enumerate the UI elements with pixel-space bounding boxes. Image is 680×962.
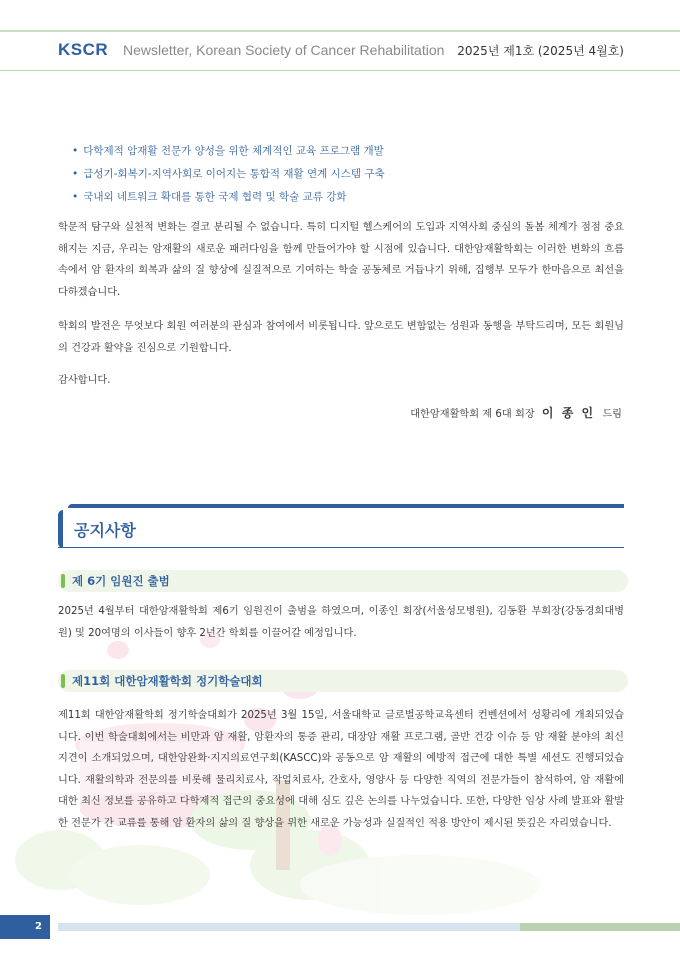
bullet-icon: • xyxy=(72,191,79,203)
goal-list xyxy=(72,142,385,211)
signature-name: 이 종 인 xyxy=(541,406,596,420)
section-bottom-rule xyxy=(58,547,624,548)
top-rule xyxy=(0,30,680,32)
notice-heading xyxy=(58,570,628,592)
signature-prefix: 대한암재활학회 제 6대 회장 xyxy=(410,409,535,420)
notice-section-header xyxy=(58,504,624,548)
notice-body: 2025년 4월부터 대한암재활학회 제6기 임원진이 출범을 하였으며, 이종인 회장(서울성모병원), 김동환 부회장(강동경희대병원) 및 20여명의 이사들이 향후 2년간 학회를 이끌어갈 예정입니다. xyxy=(58,606,624,639)
notice-heading-text: 제11회 대한암재활학회 정기학술대회 xyxy=(72,674,263,688)
section-title: 공지사항 xyxy=(74,521,136,540)
goal-item xyxy=(72,142,385,165)
heading-marker-icon xyxy=(61,574,65,588)
section-left-bar xyxy=(58,510,63,548)
issue-label: 2025년 제1호 (2025년 4월호) xyxy=(457,44,624,58)
signature xyxy=(410,404,622,421)
bullet-icon: • xyxy=(72,145,79,157)
header-rule xyxy=(0,70,680,71)
body-paragraph: 학회의 발전은 무엇보다 회원 여러분의 관심과 참여에서 비롯됩니다. 앞으로도 변함없는 성원과 동행을 부탁드리며, 모든 회원님의 건강과 활약을 진심으로 기원합니다. xyxy=(58,321,624,354)
footer-bar-accent xyxy=(520,923,680,931)
goal-item xyxy=(72,188,385,211)
goal-item xyxy=(72,165,385,188)
signature-suffix: 드림 xyxy=(602,409,622,420)
notice-body: 제11회 대한암재활학회 정기학술대회가 2025년 3월 15일, 서울대학교 글로벌공학교육센터 컨벤션에서 성황리에 개최되었습니다. 이번 학술대회에서는 비만과 암 재활, 암환자의 통증 관리, 대장암 재활 프로그램, 골반 건강 이슈 등 암 재활 분야의 최신 지견이 소개되었으며, 대한암완화·지지의료연구회(KASCC)와 공동으로 암 재활의 예방적 접근에 대한 특별 세션도 진행되었습니다. 재활의학과 전문의를 비롯해 물리치료사, 작업치료사, 간호사, 영양사 등 다양한 직역의 전문가들이 참석하여, 암 재활에 대한 최신 정보를 공유하고 다학제적 접근의 중요성에 대해 심도 깊은 논의를 나누었습니다. 또한, 다양한 임상 사례 발표와 활발한 전문가 간 교류를 통해 암 환자의 삶의 질 향상을 위한 새로운 가능성과 실질적인 적용 방안이 제시된 뜻깊은 자리였습니다. xyxy=(58,710,624,829)
body-paragraph: 학문적 탐구와 실천적 변화는 결코 분리될 수 없습니다. 특히 디지털 헬스케어의 도입과 지역사회 중심의 돌봄 체계가 점점 중요해지는 지금, 우리는 암재활의 새로운 패러다임을 함께 만들어가야 할 시점에 있습니다. 대한암재활학회는 이러한 변화의 흐름 속에서 암 환자의 회복과 삶의 질 향상에 실질적으로 기여하는 학술 공동체로 거듭나기 위해, 집행부 모두가 한마음으로 최선을 다하겠습니다. xyxy=(58,222,624,298)
bullet-icon: • xyxy=(72,168,79,180)
page-header xyxy=(58,40,624,62)
goal-text: 국내외 네트워크 확대를 통한 국제 협력 및 학술 교류 강화 xyxy=(83,191,347,203)
closing-line: 감사합니다. xyxy=(58,375,111,386)
notice-heading xyxy=(58,670,628,692)
page-number: 2 xyxy=(0,915,50,939)
newsletter-title: Newsletter, Korean Society of Cancer Rehabilitation xyxy=(123,42,445,58)
goal-text: 다학제적 암재활 전문가 양성을 위한 체계적인 교육 프로그램 개발 xyxy=(83,145,384,157)
kscr-logo: KSCR xyxy=(58,40,109,59)
heading-marker-icon xyxy=(61,674,65,688)
notice-heading-text: 제 6기 임원진 출범 xyxy=(72,574,170,588)
section-top-bar xyxy=(68,504,624,508)
goal-text: 급성기-회복기-지역사회로 이어지는 통합적 재활 연계 시스템 구축 xyxy=(83,168,385,180)
